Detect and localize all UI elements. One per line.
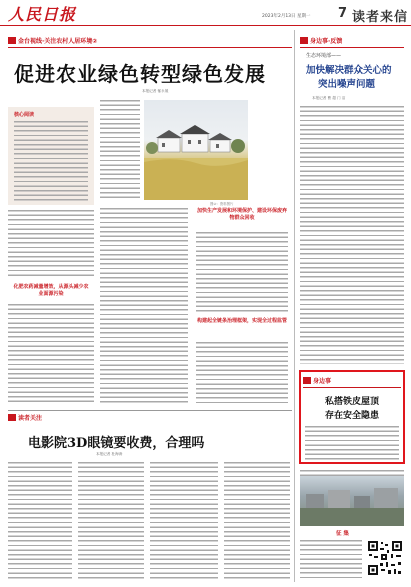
core-reading-label: 核心阅读 <box>14 112 35 118</box>
right-kicker: 生态环境部—— <box>306 53 342 59</box>
notice-title: 征 集 <box>336 531 349 537</box>
village-illustration <box>144 100 248 200</box>
rooftop-photo <box>300 476 404 526</box>
issue-date: 2023年2月13日 星期一 <box>262 14 311 19</box>
section-marker-icon <box>300 37 308 44</box>
bottom-column-4-text <box>224 462 290 580</box>
bottom-section-rule-top <box>8 410 292 411</box>
main-section-tag <box>8 36 97 45</box>
highlight-rule <box>303 387 401 388</box>
highlight-section-tag <box>303 376 331 385</box>
bottom-section-tag <box>8 413 42 422</box>
right-headline-line2: 突出噪声问题 <box>318 79 376 90</box>
bottom-byline: 本报记者 杜海涛 <box>96 452 123 456</box>
main-column-2-text <box>100 100 140 200</box>
highlight-headline-line1: 私搭铁皮屋顶 <box>324 397 379 407</box>
farmland-photo <box>144 100 248 200</box>
right-section-tag <box>300 36 342 45</box>
column-divider-right <box>294 30 295 582</box>
main-section-rule <box>8 47 292 48</box>
right-section-label: 身边事·反馈 <box>310 38 343 45</box>
highlight-article-text <box>305 426 399 460</box>
photo-caption: 图②：资料图片 <box>210 202 234 206</box>
subhead-fertilizer: 化肥农药减量增效，从源头减少农业面源污染 <box>13 284 89 297</box>
bottom-column-2-text <box>78 462 144 580</box>
main-headline: 促进农业绿色转型绿色发展 <box>14 62 266 86</box>
main-column-2-text-lower <box>100 208 188 404</box>
main-column-1-text-lower <box>8 304 94 404</box>
main-column-3-text <box>196 232 288 312</box>
bottom-headline: 电影院3D眼镜要收费，合理吗 <box>28 436 205 451</box>
highlight-section-label: 身边事 <box>313 378 332 385</box>
notice-text <box>300 540 362 578</box>
bottom-column-3-text <box>150 462 218 580</box>
main-column-3-text-lower <box>196 342 288 404</box>
bottom-section-label: 读者关注 <box>18 415 43 422</box>
page-number: 7 <box>338 6 348 21</box>
bottom-column-1-text <box>8 462 72 580</box>
page-title: 读者来信 <box>352 10 409 25</box>
main-column-1-text <box>8 210 94 278</box>
highlight-headline-line2: 存在安全隐患 <box>324 411 379 421</box>
subhead-chain: 构建起全链条治理框架，实现全过程监管 <box>196 318 287 324</box>
masthead <box>0 0 411 26</box>
section-marker-icon <box>303 377 311 384</box>
qr-code-icon <box>367 540 403 576</box>
main-byline: 本报记者 郁永晟 <box>142 89 169 93</box>
rooftop-illustration <box>300 476 404 526</box>
core-reading-text <box>14 121 88 201</box>
main-section-label: 金台视线·关注农村人居环境② <box>18 38 98 45</box>
core-reading-box <box>8 107 94 205</box>
right-byline: 本报记者 曹 超 门 洁 <box>312 96 346 100</box>
section-marker-icon <box>8 37 16 44</box>
right-article-text <box>300 106 404 364</box>
newspaper-logo: 人民日报 <box>8 5 77 24</box>
right-headline-line1: 加快解决群众关心的 <box>306 65 392 76</box>
right-section-rule <box>300 47 404 48</box>
highlight-article-box <box>299 370 405 464</box>
subhead-production: 加快生产发展和环境保护、建设环保废弃物群众回收 <box>196 208 287 221</box>
section-marker-icon <box>8 414 16 421</box>
